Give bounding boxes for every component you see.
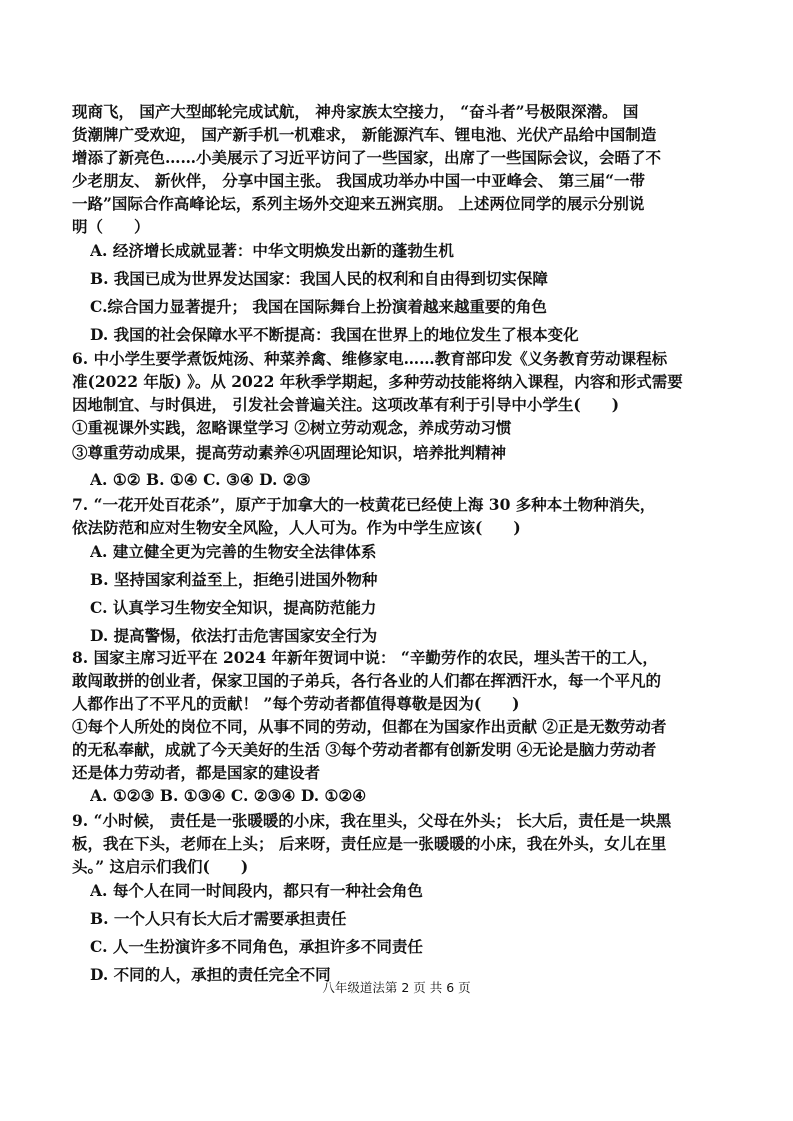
text-line: 头。” 这启示们我们( ) bbox=[72, 857, 249, 876]
statement-line: 的无私奉献，成就了今天美好的生活 ③每个劳动者都有创新发明 ④无论是脑力劳动者 bbox=[72, 740, 657, 759]
page-footer: 八年级道法第 2 页 共 6 页 bbox=[322, 980, 471, 995]
statement-line: ①每个人所处的岗位不同，从事不同的劳动，但都在为国家作出贡献 ②正是无数劳动者 bbox=[72, 717, 667, 736]
option-c: C.综合国力显著提升； 我国在国际舞台上扮演着越来越重要的角色 bbox=[90, 297, 547, 316]
options-row: A. ①② B. ①④ C. ③④ D. ②③ bbox=[90, 470, 311, 489]
question-8: 8. 国家主席习近平在 2024 年新年贺词中说： “辛勤劳作的农民，埋头苦干的工人， bbox=[72, 648, 658, 667]
question-7: 7. “一花开处百花杀”，原产于加拿大的一枝黄花已经使上海 30 多种本土物种消失， bbox=[72, 495, 656, 514]
option-d: D. 我国的社会保障水平不断提高：我国在世界上的地位发生了根本变化 bbox=[90, 325, 579, 344]
text-line: 敢闯敢拼的创业者，保家卫国的子弟兵，各行各业的人们都在挥洒汗水，每一个平凡的 bbox=[72, 671, 662, 690]
text-line: 因地制宜、与时俱进， 引发社会普遍关注。这项改革有利于引导中小学生( ) bbox=[72, 395, 620, 414]
option-a: A. 每个人在同一时间段内，都只有一种社会角色 bbox=[90, 881, 423, 900]
option-c: C. 人一生扮演许多不同角色，承担许多不同责任 bbox=[90, 937, 423, 956]
option-b: B. 一个人只有长大后才需要承担责任 bbox=[90, 909, 347, 928]
option-c: C. 认真学习生物安全知识，提高防范能力 bbox=[90, 598, 377, 617]
option-d: D. 不同的人，承担的责任完全不同 bbox=[90, 965, 331, 984]
option-a: A. 建立健全更为完善的生物安全法律体系 bbox=[90, 542, 377, 561]
option-b: B. 坚持国家利益至上，拒绝引进国外物种 bbox=[90, 570, 378, 589]
text-line: 货潮牌广受欢迎， 国产新手机一机难求， 新能源汽车、锂电池、光伏产品给中国制造 bbox=[72, 125, 657, 144]
statement-line: ①重视课外实践，忽略课堂学习 ②树立劳动观念，养成劳动习惯 bbox=[72, 418, 512, 437]
statement-line: ③尊重劳动成果，提高劳动素养④巩固理论知识，培养批判精神 bbox=[72, 443, 507, 462]
text-line: 明（ ） bbox=[72, 217, 150, 236]
statement-line: 还是体力劳动者，都是国家的建设者 bbox=[72, 763, 321, 782]
option-d: D. 提高警惕，依法打击危害国家安全行为 bbox=[90, 626, 378, 645]
text-line: 现商飞， 国产大型邮轮完成试航， 神舟家族太空接力， “奋斗者”号极限深潜。 国 bbox=[72, 102, 639, 121]
text-line: 人都作出了不平凡的贡献！ ”每个劳动者都值得尊敬是因为( ) bbox=[72, 694, 520, 713]
question-9: 9. “小时候， 责任是一张暖暖的小床，我在里头，父母在外头； 长大后，责任是一块黑 bbox=[72, 811, 672, 830]
option-b: B. 我国已成为世界发达国家：我国人民的权利和自由得到切实保障 bbox=[90, 269, 548, 288]
text-line: 增添了新亮色……小美展示了习近平访问了一些国家，出席了一些国际会议，会晤了不 bbox=[72, 148, 662, 167]
text-line: 板，我在下头，老师在上头； 后来呀，责任应是一张暖暖的小床，我在外头，女儿在里 bbox=[72, 834, 667, 853]
text-line: 少老朋友、 新伙伴， 分享中国主张。 我国成功举办中国一中亚峰会、 第三届“一带 bbox=[72, 171, 646, 190]
option-a: A. 经济增长成就显著：中华文明焕发出新的蓬勃生机 bbox=[90, 241, 454, 260]
text-line: 依法防范和应对生物安全风险，人人可为。作为中学生应该( ) bbox=[72, 518, 521, 537]
text-line: 准(2022 年版) 》。从 2022 年秋季学期起，多种劳动技能将纳入课程，内容和形式需要 bbox=[72, 372, 683, 391]
options-row: A. ①②③ B. ①③④ C. ②③④ D. ①②④ bbox=[90, 786, 367, 805]
text-line: 一路”国际合作高峰论坛，系列主场外交迎来五洲宾朋。 上述两位同学的展示分别说 bbox=[72, 194, 645, 213]
question-6: 6. 中小学生要学煮饭炖汤、种菜养禽、维修家电……教育部印发《义务教育劳动课程标 bbox=[72, 349, 668, 368]
